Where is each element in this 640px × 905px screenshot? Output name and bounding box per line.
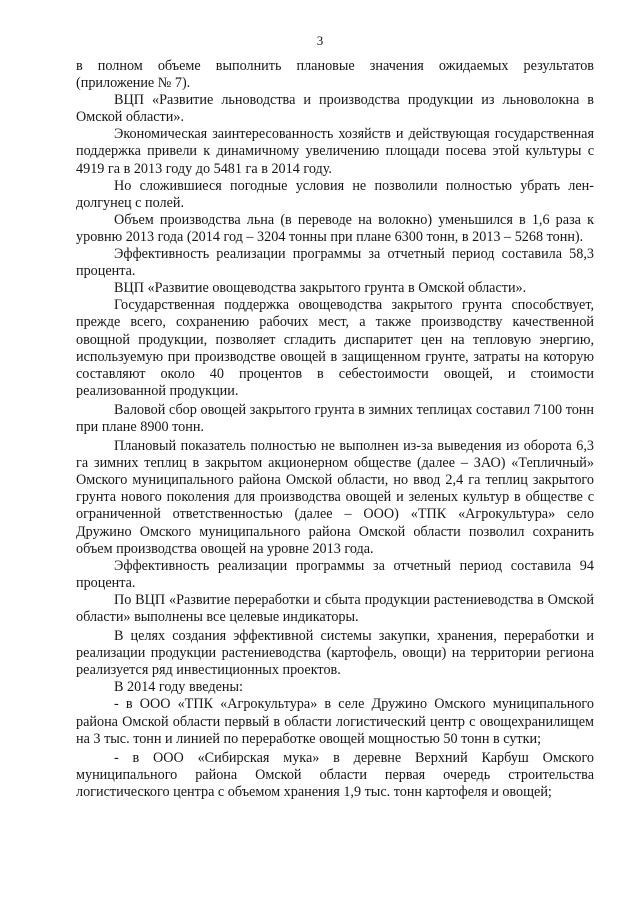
paragraph-flax-program-title: ВЦП «Развитие льноводства и производства продукции из льноволокна в Омской области».: [76, 92, 594, 126]
paragraph-state-support: Государственная поддержка овощеводства закрытого грунта способствует, прежде всего, сохранению рабочих мест, а также производству качественной овощной продукции, позволяет сгладить диспаритет цен на тепловую энергию, используемую при производстве овощей в защищенном грунте, затраты на которую составляют около 40 процентов в себестоимости овощей, и стоимости реализованной продукции.: [76, 297, 594, 399]
paragraph-flax-volume: Объем производства льна (в переводе на волокно) уменьшился в 1,6 раза к уровню 2013 года (2014 год – 3204 тонны при плане 6300 тонн, в 2013 – 5268 тонн).: [76, 211, 594, 245]
list-item-agrokultura: - в ООО «ТПК «Агрокультура» в селе Дружино Омского муниципального района Омской области первый в области логистический центр с овощехранилищем на 3 тыс. тонн и линией по переработке овощей мощностью 50 тонн в сутки;: [76, 696, 594, 747]
document-body: [76, 58, 594, 801]
paragraph-greenhouse-program-title: ВЦП «Развитие овощеводства закрытого грунта в Омской области».: [114, 280, 527, 297]
paragraph-harvest: Валовой сбор овощей закрытого грунта в зимних теплицах составил 7100 тонн при плане 8900 тонн.: [76, 401, 594, 435]
paragraph-introduced-2014: В 2014 году введены:: [114, 679, 243, 696]
paragraph-investment-projects: В целях создания эффективной системы закупки, хранения, переработки и реализации продукции растениеводства (картофель, овощи) на территории региона реализуется ряд инвестиционных проектов.: [76, 628, 594, 679]
paragraph-flax-efficiency: Эффективность реализации программы за отчетный период составила 58,3 процента.: [76, 246, 594, 280]
paragraph-weather: Но сложившиеся погодные условия не позволили полностью убрать лен-долгунец с полей.: [76, 177, 594, 211]
list-item-sibirskaya-muka: - в ООО «Сибирская мука» в деревне Верхний Карбуш Омского муниципального района Омской области первая очередь строительства логистического центра с объемом хранения 1,9 тыс. тонн картофеля и овощей;: [76, 749, 594, 800]
paragraph-flax-area: Экономическая заинтересованность хозяйств и действующая государственная поддержка привели к динамичному увеличению площади посева этой культуры с 4919 га в 2013 году до 5481 га в 2014 году.: [76, 126, 594, 177]
paragraph-greenhouse-efficiency: Эффективность реализации программы за отчетный период составила 94 процента.: [76, 557, 594, 591]
paragraph-processing-program: По ВЦП «Развитие переработки и сбыта продукции растениеводства в Омской области» выполнены все целевые индикаторы.: [76, 591, 594, 625]
page-number: 3: [316, 33, 324, 48]
paragraph-plan-indicator: Плановый показатель полностью не выполнен из-за выведения из оборота 6,3 га зимних теплиц в закрытом акционерном обществе (далее – ЗАО) «Тепличный» Омского муниципального района Омской области, но ввод 2,4 га теплиц закрытого грунта нового поколения для производства овощей и зеленых культур в обществе с ограниченной ответственностью (далее – ООО) «ТПК «Агрокультура» село Дружино Омского муниципального района Омской области позволил сохранить объем производства овощей на уровне 2013 года.: [76, 438, 594, 557]
paragraph-continuation: в полном объеме выполнить плановые значения ожидаемых результатов (приложение № 7).: [76, 58, 594, 92]
